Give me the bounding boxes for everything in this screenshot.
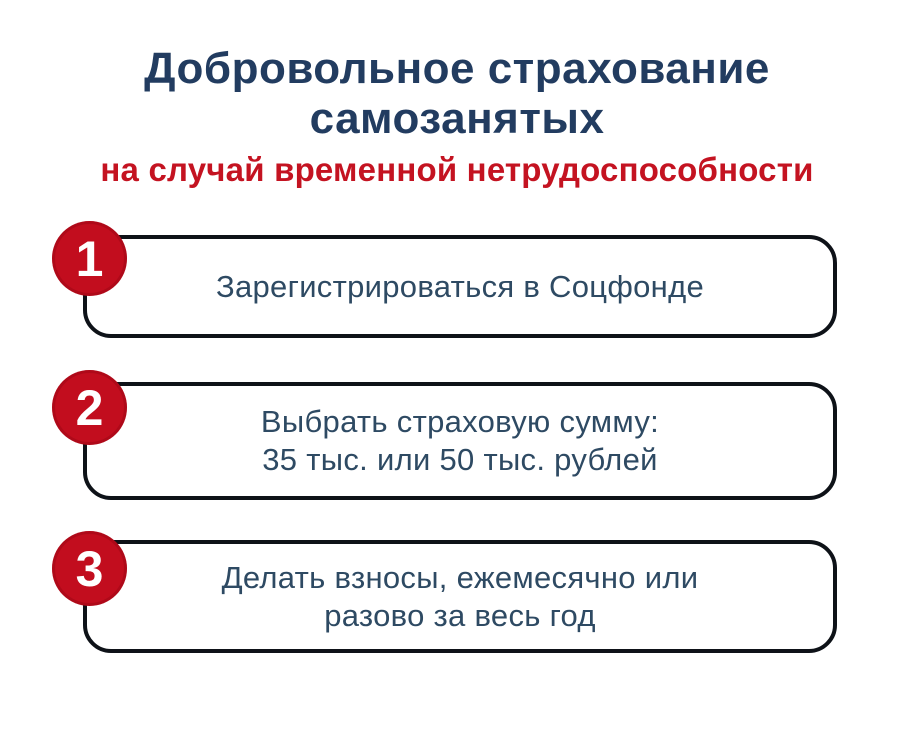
step-1-card (75, 230, 837, 338)
step-2-text-line-1: Выбрать страховую сумму: (260, 404, 660, 440)
step-1-text-line-1: Зарегистрироваться в Соцфонде (215, 268, 705, 304)
step-1-number-badge: 1 (52, 221, 127, 296)
title-line-1: Добровольное страхование (144, 44, 770, 93)
step-3-card (75, 540, 837, 653)
step-2-text-line-2: 35 тыс. или 50 тыс. рублей (262, 442, 658, 477)
step-3-text-line-2: разово за весь год (324, 597, 596, 633)
title-line-2: самозанятых (309, 94, 605, 144)
step-3-number-badge: 3 (52, 531, 127, 606)
step-3-text-line-1: Делать взносы, ежемесячно или (221, 559, 699, 595)
step-2-number-badge: 2 (52, 370, 127, 445)
page-subtitle: на случай временной нетрудоспособности (100, 151, 814, 188)
step-2-card (75, 379, 837, 500)
page-title (0, 44, 914, 144)
